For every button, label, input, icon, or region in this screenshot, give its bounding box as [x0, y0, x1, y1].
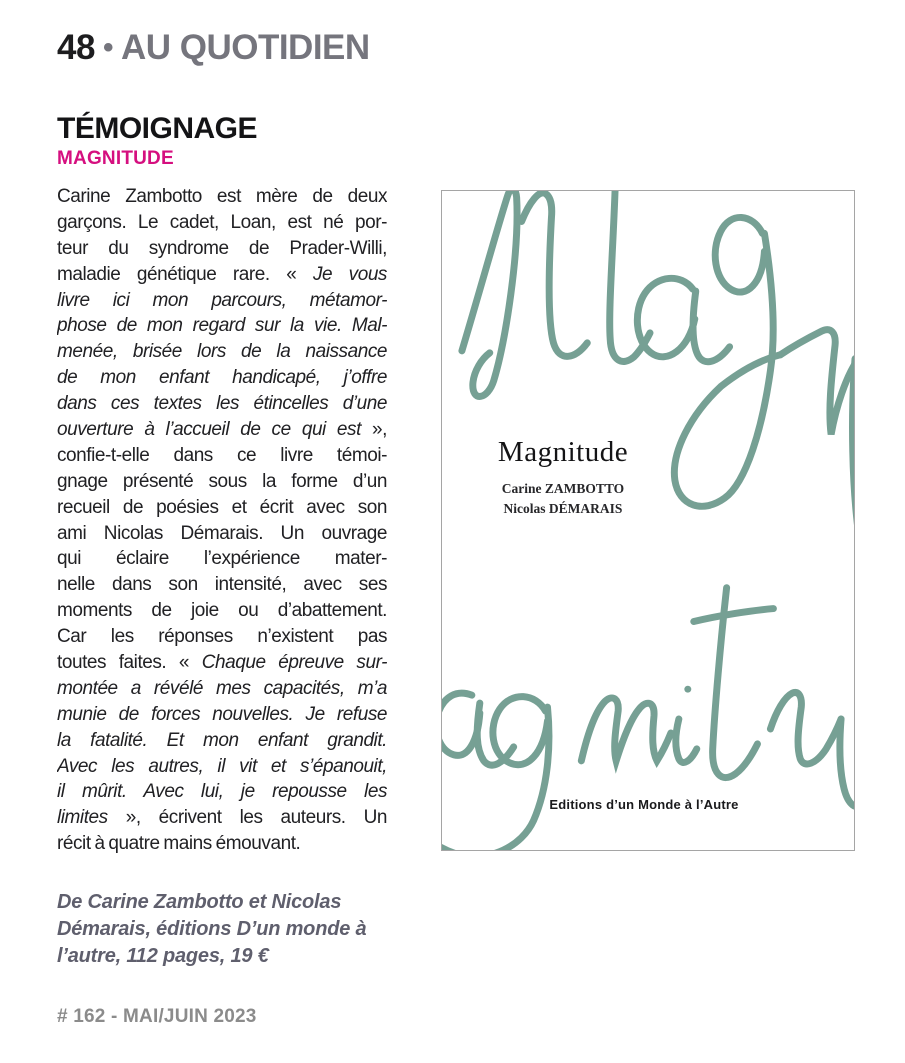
body-line: phose de mon regard sur la vie. Mal- — [57, 315, 387, 337]
body-line: teur du syndrome de Prader-Willi, — [57, 237, 387, 259]
cover-author-1: Carine ZAMBOTTO — [501, 481, 625, 496]
body-line: limites », écrivent les auteurs. Un — [57, 807, 387, 829]
body-line: livre ici mon parcours, métamor- — [57, 289, 387, 311]
body-line: recueil de poésies et écrit avec son — [57, 496, 387, 518]
cover-publisher: Editions d’un Monde à l’Autre — [549, 797, 739, 812]
body-line: il mûrit. Avec lui, je repousse les — [57, 781, 387, 803]
body-line: de mon enfant handicapé, j’offre — [57, 367, 387, 389]
body-line: moments de joie ou d’abattement. — [57, 600, 387, 622]
body-line: toutes faites. « Chaque épreuve sur- — [57, 652, 387, 674]
body-line: montée a révélé mes capacités, m’a — [57, 677, 387, 699]
page-number: 48 — [57, 28, 95, 67]
cover-title: Magnitude — [497, 436, 629, 468]
article-title: MAGNITUDE — [57, 148, 174, 169]
body-line: récit à quatre mains émouvant. — [57, 833, 301, 855]
book-cover-image — [441, 190, 855, 851]
body-line: Avec les autres, il vit et s’épanouit, — [57, 755, 387, 777]
body-line: menée, brisée lors de la naissance — [57, 341, 387, 363]
body-line: munie de forces nouvelles. Je refuse — [57, 703, 387, 725]
body-line: maladie génétique rare. « Je vous — [57, 263, 387, 285]
body-line: gnage présenté sous la forme d’un — [57, 470, 387, 492]
article-credit — [57, 889, 366, 970]
credit-line: Démarais, éditions D’un monde à — [57, 918, 367, 940]
cover-author-2: Nicolas DÉMARAIS — [503, 501, 623, 516]
article-category: TÉMOIGNAGE — [57, 112, 258, 145]
body-line: ouverture à l’accueil de ce qui est », — [57, 419, 387, 441]
cover-script-lettering — [442, 191, 854, 850]
cover-authors — [442, 479, 684, 519]
page-header — [57, 28, 370, 68]
body-line: ami Nicolas Démarais. Un ouvrage — [57, 522, 387, 544]
article-body — [57, 184, 387, 857]
body-line: dans ces textes les étincelles d’une — [57, 393, 387, 415]
body-line: Car les réponses n’existent pas — [57, 626, 387, 648]
bullet-separator: • — [102, 31, 113, 64]
section-title: AU QUOTIDIEN — [120, 28, 370, 67]
body-line: la fatalité. Et mon enfant grandit. — [57, 729, 387, 751]
issue-footer: # 162 - MAI/JUIN 2023 — [57, 1006, 257, 1027]
credit-line: l’autre, 112 pages, 19 € — [57, 945, 269, 967]
body-line: confie-t-elle dans ce livre témoi- — [57, 444, 387, 466]
body-line: qui éclaire l’expérience mater- — [57, 548, 387, 570]
body-line: nelle dans son intensité, avec ses — [57, 574, 387, 596]
credit-line: De Carine Zambotto et Nicolas — [57, 891, 342, 913]
body-line: Carine Zambotto est mère de deux — [57, 186, 387, 207]
body-line: garçons. Le cadet, Loan, est né por- — [57, 211, 387, 233]
